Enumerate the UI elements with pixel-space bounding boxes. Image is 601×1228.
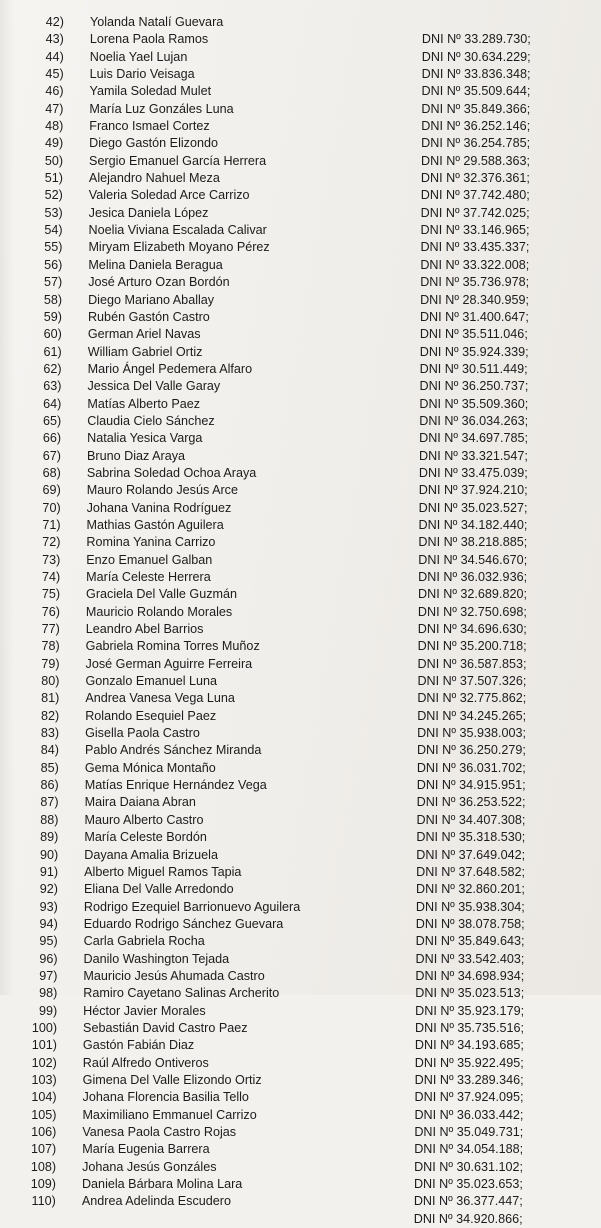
entry-name: Vanesa Paola Castro Rojas (82, 1125, 237, 1139)
entry-number: 82) (40, 708, 60, 723)
entry-name: Franco Ismael Cortez (89, 119, 210, 134)
entry-dni: DNI Nº 34.920.866; (413, 1211, 523, 1226)
entry-number: 69) (42, 483, 61, 498)
entry-name: Alberto Miguel Ramos Tapia (84, 864, 242, 879)
entry-dni: DNI Nº 34.054.188; (414, 1142, 524, 1157)
list-item (0, 344, 599, 361)
entry-dni: DNI Nº 35.023.513; (415, 986, 525, 1001)
entry-number: 100) (31, 1020, 58, 1035)
entry-number: 95) (39, 934, 58, 949)
entry-name: Graciela Del Valle Guzmán (86, 587, 237, 602)
entry-name: José Arturo Ozan Bordón (88, 275, 230, 290)
entry-name: Eliana Del Valle Arredondo (84, 882, 234, 897)
list-item (0, 14, 601, 31)
entry-number: 80) (41, 674, 60, 689)
entry-number: 68) (42, 465, 61, 480)
list-item (0, 361, 599, 378)
entry-number: 54) (44, 223, 63, 238)
list-item (0, 187, 600, 204)
list-item (0, 465, 598, 482)
list-item (0, 482, 598, 499)
list-item (0, 101, 600, 118)
list-item (0, 916, 595, 933)
entry-number: 53) (44, 205, 63, 220)
entry-name: Maira Daiana Abran (84, 795, 196, 810)
entry-name: Rolando Esequiel Paez (85, 708, 217, 723)
entry-name: Mauro Rolando Jesús Arce (86, 483, 238, 498)
entry-dni: DNI Nº 30.511.449; (419, 361, 528, 376)
entry-name: Gimena Del Valle Elizondo Ortiz (82, 1072, 262, 1087)
list-item (0, 951, 595, 968)
list-item (0, 326, 599, 343)
list-item (0, 378, 598, 395)
entry-name: Noelia Viviana Escalada Calivar (88, 223, 267, 238)
entry-dni: DNI Nº 34.546.670; (418, 552, 528, 567)
entry-dni: DNI Nº 32.750.698; (417, 604, 527, 619)
entry-dni: DNI Nº 37.924.095; (414, 1090, 524, 1105)
entry-name: Raúl Alfredo Ontiveros (82, 1055, 209, 1070)
entry-number: 42) (45, 15, 64, 29)
entry-name: Sergio Emanuel García Herrera (89, 153, 267, 168)
list-item (0, 1176, 593, 1193)
entry-dni: DNI Nº 34.245.265; (417, 708, 527, 723)
entry-name: Yamila Soledad Mulet (89, 84, 212, 99)
entry-number: 107) (30, 1142, 57, 1157)
entry-name: Gisella Paola Castro (85, 726, 200, 741)
entry-number: 64) (43, 396, 62, 411)
list-item (0, 760, 596, 777)
entry-dni: DNI Nº 32.376.361; (420, 171, 530, 186)
entry-name: Mathias Gastón Aguilera (86, 517, 224, 532)
entry-name: Gonzalo Emanuel Luna (85, 674, 218, 689)
entry-number: 43) (45, 32, 64, 47)
list-item (0, 829, 595, 846)
list-item (0, 1037, 594, 1054)
entry-name: Enzo Emanuel Galban (86, 552, 213, 567)
entry-name: Gema Mónica Montaño (84, 760, 216, 775)
entry-name: María Luz Gonzáles Luna (89, 101, 234, 116)
entry-dni: DNI Nº 36.587.853; (417, 656, 527, 671)
entry-dni: DNI Nº 35.849.366; (421, 101, 531, 116)
entry-name: Andrea Vanesa Vega Luna (85, 691, 235, 706)
entry-number: 86) (40, 778, 59, 793)
list-item (0, 742, 596, 759)
entry-number: 89) (40, 830, 59, 845)
entry-name: Leandro Abel Barrios (85, 622, 204, 637)
list-item (0, 933, 595, 950)
list-item (0, 899, 595, 916)
entry-name: Andrea Adelinda Escudero (81, 1194, 231, 1209)
entry-name: Diego Gastón Elizondo (89, 136, 218, 151)
entry-dni: DNI Nº 28.340.959; (420, 292, 530, 307)
list-item (0, 153, 600, 170)
entry-name: Dayana Amalia Brizuela (84, 847, 218, 862)
list-item (0, 864, 595, 881)
entry-name: Mauricio Rolando Morales (85, 604, 233, 619)
entry-dni: DNI Nº 30.634.229; (421, 49, 531, 64)
entry-name: María Celeste Bordón (84, 830, 207, 845)
entry-name: Matías Enrique Hernández Vega (84, 778, 267, 793)
entry-number: 59) (43, 309, 62, 324)
list-item (0, 725, 596, 742)
entry-dni: DNI Nº 35.023.527; (418, 500, 528, 515)
list-item (0, 638, 597, 655)
entry-number: 63) (43, 379, 62, 394)
entry-number: 93) (39, 899, 58, 914)
entry-dni: DNI Nº 33.475.039; (418, 465, 528, 480)
entry-name: Carla Gabriela Rocha (83, 934, 205, 949)
entry-dni: DNI Nº 35.318.530; (416, 830, 526, 845)
entry-dni: DNI Nº 35.509.360; (419, 396, 529, 411)
entry-name: Jesica Daniela López (88, 205, 209, 220)
entry-name: Natalia Yesica Varga (87, 431, 203, 446)
entry-name: Johana Jesús Gonzáles (82, 1159, 217, 1174)
list-item (0, 66, 601, 83)
entry-number: 81) (41, 691, 60, 706)
entry-dni: DNI Nº 33.322.008; (420, 257, 530, 272)
entry-dni: DNI Nº 35.938.003; (417, 726, 527, 741)
entry-name: Johana Vanina Rodríguez (86, 500, 232, 515)
list-item (0, 1141, 593, 1158)
entry-name: Matías Alberto Paez (87, 396, 201, 411)
list-item (0, 135, 600, 152)
entry-name: Gabriela Romina Torres Muñoz (85, 639, 260, 654)
entry-dni: DNI Nº 38.218.885; (418, 535, 528, 550)
list-item (0, 257, 599, 274)
list-item (0, 1020, 594, 1037)
entry-name: Rubén Gastón Castro (87, 309, 210, 324)
list-item (0, 552, 597, 569)
list-item (0, 118, 600, 135)
entry-name: Luis Dario Veisaga (89, 67, 195, 82)
entry-name: German Ariel Navas (87, 327, 201, 342)
entry-dni: DNI Nº 35.735.516; (415, 1020, 524, 1035)
entry-number: 98) (39, 986, 58, 1001)
entry-number: 94) (39, 916, 58, 931)
list-item (0, 690, 596, 707)
entry-dni: DNI Nº 33.836.348; (421, 67, 531, 82)
list-item (0, 517, 598, 534)
entry-dni: DNI Nº 34.915.951; (416, 778, 526, 793)
entry-name: Sabrina Soledad Ochoa Araya (86, 465, 257, 480)
entry-name: Yolanda Natalí Guevara (90, 15, 224, 29)
entry-dni: DNI Nº 31.400.647; (419, 309, 529, 324)
entry-number: 66) (42, 431, 62, 446)
entry-dni: DNI Nº 37.742.025; (420, 205, 530, 220)
entry-number: 48) (45, 119, 64, 134)
list-item (0, 448, 598, 465)
entry-dni: DNI Nº 35.200.718; (417, 639, 527, 654)
entry-name: Claudia Cielo Sánchez (87, 413, 215, 428)
entry-number: 97) (39, 968, 58, 983)
list-item (0, 708, 596, 725)
entry-dni: DNI Nº 34.696.630; (417, 622, 527, 637)
entry-dni: DNI Nº 35.509.644; (421, 84, 531, 99)
list-item (0, 985, 594, 1002)
list-item (0, 430, 598, 447)
entry-number: 77) (41, 622, 60, 637)
entry-dni: DNI Nº 35.938.304; (415, 899, 525, 914)
entry-name: Diego Mariano Aballay (88, 292, 215, 307)
list-item (0, 604, 597, 621)
entry-dni: DNI Nº 37.648.582; (416, 864, 526, 879)
entry-name: Melina Daniela Beragua (88, 257, 223, 272)
entry-dni: DNI Nº 34.698.934; (415, 968, 525, 983)
entry-number: 108) (30, 1159, 57, 1174)
entry-name: Mauro Alberto Castro (84, 812, 204, 827)
list-item (0, 31, 601, 48)
entry-name: Ramiro Cayetano Salinas Archerito (83, 986, 280, 1001)
entry-name: Valeria Soledad Arce Carrizo (88, 188, 250, 203)
entry-number: 62) (43, 361, 62, 376)
entry-number: 60) (43, 327, 62, 342)
entry-number: 88) (40, 812, 59, 827)
list-item (0, 1159, 593, 1176)
entry-name: Maximiliano Emmanuel Carrizo (82, 1107, 257, 1122)
entry-number: 91) (39, 864, 59, 879)
entry-number: 61) (43, 344, 62, 359)
entry-name: María Eugenia Barrera (82, 1142, 210, 1157)
entry-number: 106) (31, 1125, 57, 1139)
entry-dni: DNI Nº 33.146.965; (420, 223, 530, 238)
list-item (0, 500, 598, 517)
entry-number: 109) (30, 1177, 56, 1192)
entry-number: 70) (42, 500, 61, 515)
list-item (0, 396, 598, 413)
list-item (0, 968, 594, 985)
entry-number: 75) (41, 587, 61, 602)
list-item (0, 777, 596, 794)
entry-name: Eduardo Rodrigo Sánchez Guevara (83, 916, 284, 931)
entry-number: 58) (43, 292, 63, 307)
entry-dni: DNI Nº 35.922.495; (414, 1055, 524, 1070)
entry-name: Bruno Diaz Araya (87, 448, 186, 463)
entry-dni: DNI Nº 32.775.862; (417, 691, 527, 706)
entry-number: 51) (44, 171, 63, 186)
entry-name: Danilo Washington Tejada (83, 951, 230, 966)
entry-number: 104) (31, 1090, 57, 1105)
list-item (0, 239, 599, 256)
entry-name: Daniela Bárbara Molina Lara (81, 1177, 243, 1192)
entry-name: Mauricio Jesús Ahumada Castro (83, 968, 265, 983)
entry-dni: DNI Nº 37.742.480; (420, 188, 530, 203)
entry-dni: DNI Nº 32.689.820; (418, 587, 527, 602)
entry-name: Johana Florencia Basilia Tello (82, 1090, 249, 1105)
entry-dni: DNI Nº 35.849.643; (415, 934, 525, 949)
list-item (0, 656, 597, 673)
entry-dni: DNI Nº 33.289.730; (421, 32, 531, 47)
list-item (0, 170, 600, 187)
entry-dni: DNI Nº 34.182.440; (418, 517, 528, 532)
entry-number: 55) (44, 240, 63, 255)
entry-name: Rodrigo Ezequiel Barrionuevo Aguilera (83, 899, 301, 914)
entry-dni: DNI Nº 35.736.978; (420, 275, 530, 290)
entry-dni: DNI Nº 34.193.685; (414, 1038, 524, 1053)
entry-dni: DNI Nº 36.034.263; (419, 413, 529, 428)
list-item (0, 292, 599, 309)
entry-number: 56) (44, 257, 63, 272)
list-item (0, 1193, 593, 1210)
entry-number: 83) (40, 726, 60, 741)
entry-dni: DNI Nº 33.542.403; (415, 951, 525, 966)
entry-name: Romina Yanina Carrizo (86, 535, 216, 550)
entry-dni: DNI Nº 37.507.326; (417, 674, 527, 689)
entry-dni: DNI Nº 32.860.201; (416, 882, 525, 897)
entry-number: 50) (44, 153, 64, 168)
entry-name: Pablo Andrés Sánchez Miranda (84, 743, 262, 758)
list-item (0, 205, 600, 222)
list-item (0, 812, 595, 829)
entry-number: 103) (31, 1072, 57, 1087)
entry-dni: DNI Nº 35.924.339; (419, 344, 529, 359)
entry-dni: DNI Nº 36.033.442; (414, 1107, 524, 1122)
entry-name: José German Aguirre Ferreira (85, 656, 253, 671)
entry-name: William Gabriel Ortiz (87, 344, 203, 359)
list-item (0, 1107, 593, 1124)
list-item (0, 673, 596, 690)
entry-dni: DNI Nº 35.511.046; (419, 327, 528, 342)
entry-number: 46) (45, 84, 64, 99)
entry-dni: DNI Nº 34.407.308; (416, 812, 526, 827)
entry-name: María Celeste Herrera (86, 570, 211, 584)
entry-dni: DNI Nº 33.289.346; (414, 1072, 524, 1087)
entry-dni: DNI Nº 35.023.653; (413, 1177, 523, 1192)
entry-number: 87) (40, 795, 59, 810)
entry-number: 92) (39, 882, 58, 897)
entry-number: 110) (31, 1194, 56, 1209)
entry-dni: DNI Nº 36.031.702; (416, 760, 526, 775)
entry-number: 67) (42, 448, 61, 463)
entry-number: 52) (44, 188, 63, 203)
entry-number: 90) (40, 847, 59, 862)
entry-number: 44) (45, 49, 64, 64)
entry-number: 102) (31, 1055, 57, 1070)
entry-number: 96) (39, 951, 58, 966)
entry-dni: DNI Nº 38.078.758; (415, 916, 525, 931)
entry-dni: DNI Nº 35.049.731; (414, 1125, 524, 1139)
name-list (0, 14, 601, 1228)
list-item (0, 847, 595, 864)
entry-number: 78) (41, 639, 60, 654)
entry-dni: DNI Nº 36.254.785; (421, 136, 531, 151)
list-item (0, 881, 595, 898)
list-item (0, 274, 599, 291)
list-item (0, 534, 597, 551)
entry-dni: DNI Nº 36.250.737; (419, 379, 529, 394)
entry-dni: DNI Nº 33.321.547; (419, 448, 528, 463)
entry-number: 72) (42, 535, 61, 550)
entry-name: Sebastián David Castro Paez (83, 1020, 248, 1035)
list-item (0, 222, 600, 239)
list-item (0, 309, 599, 326)
entry-number: 73) (42, 552, 61, 567)
list-item (0, 1089, 594, 1106)
entry-number: 45) (45, 67, 64, 82)
list-item (0, 1055, 594, 1072)
entry-dni: DNI Nº 29.588.363; (421, 153, 530, 168)
entry-dni: DNI Nº 36.253.522; (416, 795, 526, 810)
entry-number: 49) (44, 136, 64, 151)
entry-name: Héctor Javier Morales (83, 1003, 206, 1018)
entry-number: 101) (31, 1038, 57, 1053)
entry-number: 74) (41, 570, 61, 584)
list-item (0, 586, 597, 603)
entry-number: 84) (40, 743, 59, 758)
entry-name: Miryam Elizabeth Moyano Pérez (88, 240, 270, 255)
entry-number: 76) (41, 604, 60, 619)
entry-dni: DNI Nº 34.697.785; (419, 431, 529, 446)
entry-dni: DNI Nº 30.631.102; (414, 1159, 524, 1174)
entry-dni: DNI Nº 36.252.146; (421, 119, 531, 134)
list-item (0, 621, 597, 638)
entry-number: 47) (45, 101, 64, 116)
entry-name: Mario Ángel Pedemera Alfaro (87, 361, 253, 376)
list-item (0, 794, 596, 811)
list-item (0, 49, 601, 66)
list-item (0, 83, 601, 100)
entry-dni: DNI Nº 33.435.337; (420, 240, 530, 255)
entry-dni: DNI Nº 37.924.210; (418, 483, 528, 498)
list-item (0, 1003, 594, 1020)
list-item (0, 413, 598, 430)
list-item (0, 569, 597, 586)
entry-dni: DNI Nº 35.923.179; (415, 1003, 525, 1018)
list-item (0, 1211, 593, 1228)
entry-number: 105) (31, 1107, 57, 1122)
entry-number: 57) (43, 275, 63, 290)
entry-dni: DNI Nº 36.377.447; (413, 1194, 523, 1209)
list-item (0, 1124, 593, 1141)
entry-number: 99) (38, 1003, 58, 1018)
entry-dni: DNI Nº 36.250.279; (416, 743, 526, 758)
entry-number: 65) (43, 413, 62, 428)
entry-name: Gastón Fabián Diaz (82, 1038, 195, 1053)
entry-name: Alejandro Nahuel Meza (88, 171, 220, 186)
entry-name: Noelia Yael Lujan (89, 49, 188, 64)
entry-dni: DNI Nº 36.032.936; (418, 570, 528, 584)
entry-dni: DNI Nº 37.649.042; (416, 847, 526, 862)
entry-number: 71) (42, 517, 61, 532)
entry-number: 79) (41, 656, 60, 671)
list-item (0, 1072, 594, 1089)
entry-name: Lorena Paola Ramos (89, 32, 209, 47)
entry-number: 85) (40, 760, 59, 775)
entry-name: Jessica Del Valle Garay (87, 379, 221, 394)
